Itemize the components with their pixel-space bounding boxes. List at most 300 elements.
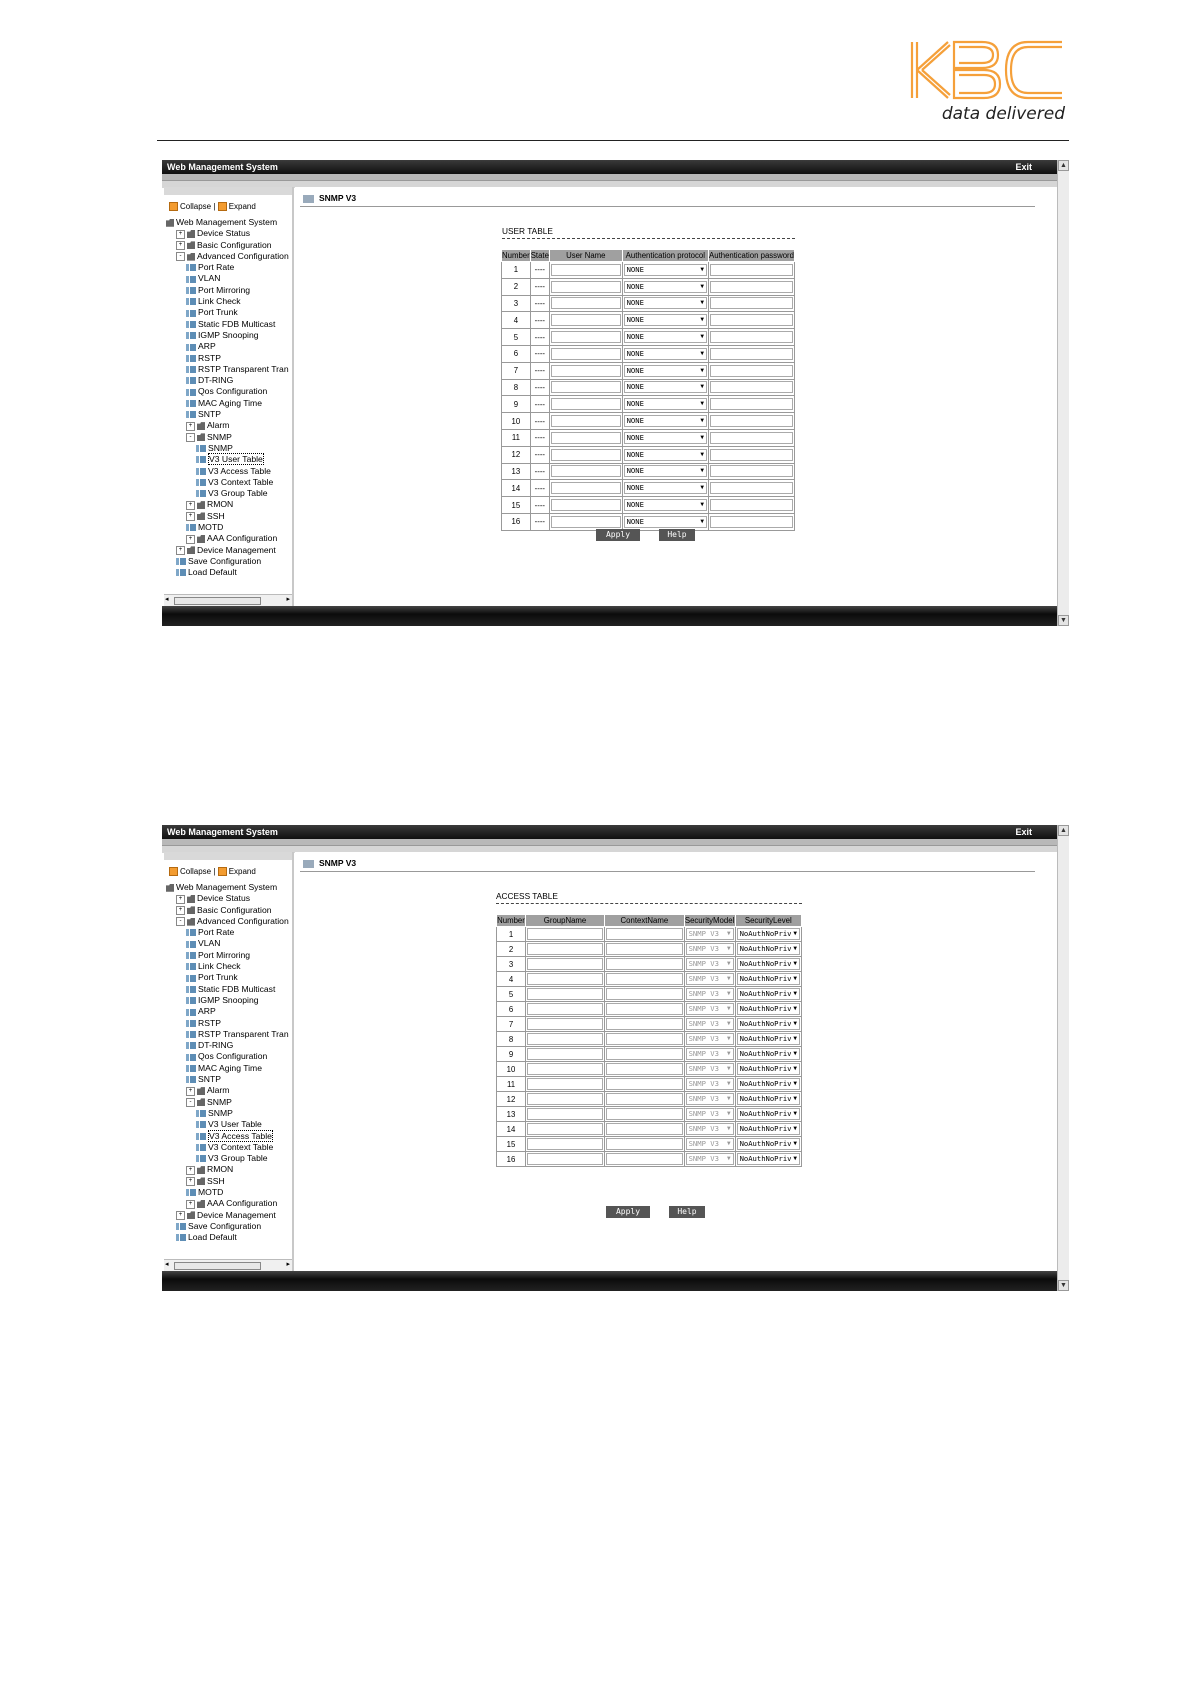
- apply-button[interactable]: Apply: [596, 529, 640, 541]
- row-number: 16: [497, 1152, 526, 1167]
- scroll-up-icon[interactable]: ▲: [1058, 825, 1069, 836]
- sidebar-hscrollbar[interactable]: [164, 1259, 292, 1271]
- tree-item[interactable]: [164, 353, 292, 364]
- context-name-input[interactable]: [606, 928, 683, 940]
- auth-password-input[interactable]: [710, 415, 793, 427]
- auth-protocol-cell: [622, 429, 708, 446]
- tree-item[interactable]: [164, 533, 292, 544]
- security-model-select[interactable]: [686, 1093, 734, 1105]
- user-name-input[interactable]: [551, 415, 621, 427]
- user-name-input[interactable]: [551, 516, 621, 528]
- group-name-input[interactable]: [527, 1033, 603, 1045]
- tree-item-label: Link Check: [198, 961, 241, 972]
- tree-item[interactable]: [164, 307, 292, 318]
- auth-password-input[interactable]: [710, 365, 793, 377]
- group-name-input[interactable]: [527, 943, 603, 955]
- security-model-select[interactable]: [686, 1003, 734, 1015]
- tree-item[interactable]: [164, 882, 292, 893]
- user-name-input[interactable]: [551, 449, 621, 461]
- expand-toggle-icon[interactable]: +: [176, 1211, 185, 1220]
- security-model-select[interactable]: [686, 1138, 734, 1150]
- user-name-input[interactable]: [551, 365, 621, 377]
- group-name-cell: [525, 1047, 604, 1062]
- security-model-value: SNMP V3: [688, 1094, 719, 1103]
- context-name-input[interactable]: [606, 943, 683, 955]
- auth-protocol-select[interactable]: [624, 314, 707, 326]
- security-model-select[interactable]: [686, 1018, 734, 1030]
- context-name-input[interactable]: [606, 973, 683, 985]
- tree-item[interactable]: [164, 1198, 292, 1209]
- folder-icon: [187, 253, 195, 261]
- tree-item-label: Port Mirroring: [198, 284, 251, 295]
- tree-item[interactable]: [164, 1142, 292, 1153]
- auth-protocol-select[interactable]: [624, 499, 707, 511]
- security-level-select[interactable]: [737, 958, 800, 970]
- folder-icon: [187, 1211, 195, 1219]
- expand-toggle-icon[interactable]: +: [186, 422, 195, 431]
- context-name-input[interactable]: [606, 1123, 683, 1135]
- collapse-toggle-icon[interactable]: -: [176, 917, 185, 926]
- tree-item[interactable]: [164, 488, 292, 499]
- tree-item[interactable]: [164, 228, 292, 239]
- auth-protocol-cell: [622, 497, 708, 514]
- tree-item[interactable]: [164, 938, 292, 949]
- tree-item[interactable]: [164, 1040, 292, 1051]
- tree-item[interactable]: [164, 522, 292, 533]
- exit-link[interactable]: Exit: [1015, 162, 1032, 172]
- expand-link[interactable]: Expand: [228, 867, 256, 876]
- security-model-select[interactable]: [686, 988, 734, 1000]
- tree-item[interactable]: [164, 341, 292, 352]
- auth-password-input[interactable]: [710, 264, 793, 276]
- page-icon: [186, 997, 196, 1004]
- page-icon: [186, 975, 196, 982]
- page-icon: [176, 558, 186, 565]
- tree-item[interactable]: [164, 273, 292, 284]
- scroll-down-icon[interactable]: ▼: [1058, 1280, 1069, 1291]
- auth-password-input[interactable]: [710, 516, 793, 528]
- tree-item[interactable]: [164, 1131, 292, 1142]
- expand-toggle-icon[interactable]: +: [186, 1087, 195, 1096]
- group-name-input[interactable]: [527, 1003, 603, 1015]
- expand-toggle-icon[interactable]: +: [176, 895, 185, 904]
- tree-item[interactable]: [164, 409, 292, 420]
- context-name-cell: [605, 927, 685, 942]
- tree-item[interactable]: [164, 1063, 292, 1074]
- tree-item[interactable]: [164, 319, 292, 330]
- scroll-down-icon[interactable]: ▼: [1058, 615, 1069, 626]
- expand-toggle-icon[interactable]: +: [186, 501, 195, 510]
- context-name-input[interactable]: [606, 1138, 683, 1150]
- row-number: 13: [497, 1107, 526, 1122]
- auth-protocol-select[interactable]: [624, 432, 707, 444]
- page-icon: [196, 1144, 206, 1151]
- group-name-input[interactable]: [527, 1093, 603, 1105]
- auth-protocol-select[interactable]: [624, 381, 707, 393]
- auth-protocol-select[interactable]: [624, 365, 707, 377]
- group-name-input[interactable]: [527, 1153, 603, 1165]
- security-level-cell: [735, 1017, 801, 1032]
- auth-password-input[interactable]: [710, 499, 793, 511]
- security-level-select[interactable]: [737, 1108, 800, 1120]
- security-level-select[interactable]: [737, 1153, 800, 1165]
- scroll-up-icon[interactable]: ▲: [1058, 160, 1069, 171]
- column-header: Number: [502, 251, 530, 260]
- auth-protocol-select[interactable]: [624, 516, 707, 528]
- tree-item[interactable]: [164, 454, 292, 465]
- tree-item[interactable]: [164, 262, 292, 273]
- security-level-select[interactable]: [737, 973, 800, 985]
- row-number: 7: [502, 362, 531, 379]
- security-model-value: SNMP V3: [688, 1139, 719, 1148]
- security-level-select[interactable]: [737, 1093, 800, 1105]
- tree-item[interactable]: [164, 1074, 292, 1085]
- folder-icon: [187, 546, 195, 554]
- row-number: 9: [497, 1047, 526, 1062]
- tree-item[interactable]: [164, 905, 292, 916]
- context-name-input[interactable]: [606, 988, 683, 1000]
- tree-item-label: SSH: [207, 510, 225, 521]
- nav-tree: [164, 882, 292, 1244]
- scroll-thumb[interactable]: [174, 1262, 261, 1270]
- expand-toggle-icon[interactable]: +: [176, 546, 185, 555]
- tree-item[interactable]: [164, 477, 292, 488]
- expand-toggle-icon[interactable]: +: [176, 241, 185, 250]
- tree-item[interactable]: [164, 1119, 292, 1130]
- tree-item-label: V3 Context Table: [208, 1141, 274, 1152]
- tree-item[interactable]: [164, 240, 292, 251]
- table-row: [497, 987, 802, 1002]
- user-name-input[interactable]: [551, 314, 621, 326]
- auth-password-input[interactable]: [710, 482, 793, 494]
- auth-protocol-select[interactable]: [624, 415, 707, 427]
- expand-toggle-icon[interactable]: +: [186, 1177, 195, 1186]
- tree-item[interactable]: [164, 545, 292, 556]
- user-name-input[interactable]: [551, 465, 621, 477]
- group-name-input[interactable]: [527, 988, 603, 1000]
- auth-password-input[interactable]: [710, 314, 793, 326]
- state-cell: ----: [530, 262, 549, 279]
- tree-item[interactable]: [164, 386, 292, 397]
- auth-password-input[interactable]: [710, 331, 793, 343]
- security-model-select[interactable]: [686, 1123, 734, 1135]
- tree-item[interactable]: [164, 217, 292, 228]
- table-row: [502, 497, 795, 514]
- auth-protocol-select[interactable]: [624, 449, 707, 461]
- tree-item[interactable]: [164, 1029, 292, 1040]
- tree-item[interactable]: [164, 1221, 292, 1232]
- tree-item[interactable]: [164, 984, 292, 995]
- user-name-input[interactable]: [551, 297, 621, 309]
- expand-toggle-icon[interactable]: +: [176, 906, 185, 915]
- context-name-input[interactable]: [606, 1048, 683, 1060]
- tree-item-label: Web Management System: [176, 217, 278, 227]
- scroll-left-icon[interactable]: ◂: [165, 596, 169, 603]
- tree-item-label: RSTP: [198, 1017, 221, 1028]
- collapse-link[interactable]: Collapse: [180, 867, 212, 876]
- chevron-down-icon: ▼: [726, 1050, 731, 1057]
- tree-item[interactable]: [164, 398, 292, 409]
- expand-toggle-icon[interactable]: +: [186, 512, 195, 521]
- table-row: [502, 429, 795, 446]
- security-model-value: SNMP V3: [688, 1049, 719, 1058]
- scroll-right-icon[interactable]: ▸: [286, 1261, 290, 1268]
- tree-item[interactable]: [164, 1051, 292, 1062]
- scroll-left-icon[interactable]: ◂: [165, 1261, 169, 1268]
- auth-protocol-select[interactable]: [624, 465, 707, 477]
- page-vscrollbar[interactable]: [1057, 160, 1069, 626]
- title-divider: [300, 206, 1035, 207]
- page-icon: [196, 479, 206, 486]
- security-model-select[interactable]: [686, 1033, 734, 1045]
- user-name-input[interactable]: [551, 499, 621, 511]
- chevron-down-icon: ▼: [700, 265, 705, 273]
- tree-item-label: IGMP Snooping: [198, 329, 259, 340]
- security-level-select[interactable]: [737, 1078, 800, 1090]
- tree-item-label: V3 Group Table: [208, 488, 268, 499]
- security-level-value: NoAuthNoPriv: [739, 1109, 792, 1118]
- row-number: 15: [502, 497, 531, 514]
- security-model-cell: [684, 972, 735, 987]
- security-level-select[interactable]: [737, 1138, 800, 1150]
- tree-item[interactable]: [164, 556, 292, 567]
- tree-item[interactable]: [164, 1097, 292, 1108]
- tree-item[interactable]: [164, 375, 292, 386]
- sidebar-top-strip: [164, 852, 292, 860]
- collapse-toggle-icon[interactable]: -: [176, 252, 185, 261]
- chevron-down-icon: ▼: [726, 990, 731, 997]
- group-name-input[interactable]: [527, 1018, 603, 1030]
- group-name-input[interactable]: [527, 928, 603, 940]
- tree-item-label: Device Status: [197, 893, 251, 904]
- expand-toggle-icon[interactable]: +: [186, 1200, 195, 1209]
- collapse-toggle-icon[interactable]: -: [186, 1098, 195, 1107]
- security-model-cell: [684, 987, 735, 1002]
- auth-protocol-value: NONE: [626, 432, 644, 442]
- security-model-select[interactable]: [686, 973, 734, 985]
- group-name-input[interactable]: [527, 958, 603, 970]
- user-name-input[interactable]: [551, 264, 621, 276]
- tree-item[interactable]: [164, 1164, 292, 1175]
- security-model-select[interactable]: [686, 1108, 734, 1120]
- scroll-thumb[interactable]: [174, 597, 261, 605]
- tree-item-label: Load Default: [188, 567, 237, 578]
- auth-protocol-select[interactable]: [624, 264, 707, 276]
- auth-password-input[interactable]: [710, 281, 793, 293]
- group-name-input[interactable]: [527, 1048, 603, 1060]
- exit-link[interactable]: Exit: [1015, 827, 1032, 837]
- user-name-input[interactable]: [551, 281, 621, 293]
- tree-item[interactable]: [164, 927, 292, 938]
- tree-item[interactable]: [164, 1153, 292, 1164]
- tree-item[interactable]: [164, 420, 292, 431]
- apply-button[interactable]: Apply: [606, 1206, 650, 1218]
- group-name-cell: [525, 1062, 604, 1077]
- security-model-select[interactable]: [686, 928, 734, 940]
- table-title: USER TABLE: [502, 226, 553, 236]
- help-button[interactable]: Help: [659, 529, 695, 541]
- tree-item[interactable]: [164, 1232, 292, 1243]
- tree-item[interactable]: [164, 972, 292, 983]
- user-name-input[interactable]: [551, 432, 621, 444]
- security-level-select[interactable]: [737, 1018, 800, 1030]
- auth-password-cell: [709, 446, 795, 463]
- context-name-input[interactable]: [606, 958, 683, 970]
- expand-link[interactable]: Expand: [228, 202, 256, 211]
- group-name-input[interactable]: [527, 973, 603, 985]
- separator: |: [213, 202, 216, 211]
- page-vscrollbar[interactable]: [1057, 825, 1069, 1291]
- context-name-input[interactable]: [606, 1153, 683, 1165]
- table-row: [502, 513, 795, 530]
- auth-password-input[interactable]: [710, 432, 793, 444]
- collapse-icon: [169, 867, 178, 876]
- security-model-value: SNMP V3: [688, 1034, 719, 1043]
- security-level-select[interactable]: [737, 1003, 800, 1015]
- auth-protocol-select[interactable]: [624, 348, 707, 360]
- tree-item[interactable]: [164, 1187, 292, 1198]
- tree-item[interactable]: [164, 995, 292, 1006]
- auth-password-input[interactable]: [710, 381, 793, 393]
- context-name-input[interactable]: [606, 1078, 683, 1090]
- context-name-cell: [605, 1062, 685, 1077]
- context-name-input[interactable]: [606, 1093, 683, 1105]
- security-level-select[interactable]: [737, 1033, 800, 1045]
- auth-protocol-value: NONE: [626, 500, 644, 510]
- tree-item[interactable]: [164, 499, 292, 510]
- auth-password-input[interactable]: [710, 398, 793, 410]
- tree-item[interactable]: [164, 567, 292, 578]
- tree-item-label: Save Configuration: [188, 1220, 262, 1231]
- auth-protocol-select[interactable]: [624, 331, 707, 343]
- page-icon: [186, 1031, 196, 1038]
- state-cell: ----: [530, 429, 549, 446]
- page-icon: [186, 952, 196, 959]
- tree-item[interactable]: [164, 1210, 292, 1221]
- auth-protocol-select[interactable]: [624, 297, 707, 309]
- tree-item[interactable]: [164, 285, 292, 296]
- tree-item[interactable]: [164, 961, 292, 972]
- sidebar-hscrollbar[interactable]: [164, 594, 292, 606]
- context-name-cell: [605, 1047, 685, 1062]
- user-name-input[interactable]: [551, 381, 621, 393]
- context-name-input[interactable]: [606, 1018, 683, 1030]
- page-title-text: SNMP V3: [319, 858, 357, 868]
- tree-item[interactable]: [164, 1176, 292, 1187]
- tree-item[interactable]: [164, 466, 292, 477]
- security-level-select[interactable]: [737, 1123, 800, 1135]
- tree-item-label: Device Management: [197, 544, 276, 555]
- user-name-input[interactable]: [551, 331, 621, 343]
- group-name-cell: [525, 1077, 604, 1092]
- user-name-input[interactable]: [551, 348, 621, 360]
- collapse-toggle-icon[interactable]: -: [186, 433, 195, 442]
- tree-item[interactable]: [164, 1108, 292, 1119]
- security-level-value: NoAuthNoPriv: [739, 959, 792, 968]
- auth-password-input[interactable]: [710, 465, 793, 477]
- auth-protocol-cell: [622, 262, 708, 279]
- tree-item[interactable]: [164, 251, 292, 262]
- separator: |: [213, 867, 216, 876]
- security-level-select[interactable]: [737, 943, 800, 955]
- security-level-select[interactable]: [737, 928, 800, 940]
- security-level-select[interactable]: [737, 1048, 800, 1060]
- security-model-select[interactable]: [686, 1048, 734, 1060]
- row-number: 14: [502, 480, 531, 497]
- chevron-down-icon: ▼: [726, 945, 731, 952]
- tree-item-label: Static FDB Multicast: [198, 318, 276, 329]
- auth-password-input[interactable]: [710, 348, 793, 360]
- chevron-down-icon: ▼: [726, 1110, 731, 1117]
- folder-icon: [187, 895, 195, 903]
- context-name-input[interactable]: [606, 1003, 683, 1015]
- tree-item-label: Static FDB Multicast: [198, 983, 276, 994]
- security-model-select[interactable]: [686, 1078, 734, 1090]
- expand-toggle-icon[interactable]: +: [186, 535, 195, 544]
- auth-protocol-cell: [622, 312, 708, 329]
- context-name-input[interactable]: [606, 1108, 683, 1120]
- tree-item[interactable]: [164, 432, 292, 443]
- group-name-cell: [525, 972, 604, 987]
- auth-protocol-select[interactable]: [624, 398, 707, 410]
- auth-password-input[interactable]: [710, 297, 793, 309]
- page-icon: [186, 389, 196, 396]
- tree-item[interactable]: [164, 1006, 292, 1017]
- expand-toggle-icon[interactable]: +: [186, 1166, 195, 1175]
- group-name-input[interactable]: [527, 1063, 603, 1075]
- group-name-cell: [525, 942, 604, 957]
- collapse-link[interactable]: Collapse: [180, 202, 212, 211]
- tree-item[interactable]: [164, 1085, 292, 1096]
- security-model-select[interactable]: [686, 1063, 734, 1075]
- user-name-input[interactable]: [551, 398, 621, 410]
- group-name-input[interactable]: [527, 1123, 603, 1135]
- group-name-input[interactable]: [527, 1108, 603, 1120]
- scroll-right-icon[interactable]: ▸: [286, 596, 290, 603]
- column-header: State: [530, 251, 549, 260]
- chevron-down-icon: ▼: [726, 960, 731, 967]
- auth-protocol-select[interactable]: [624, 482, 707, 494]
- row-number: 6: [502, 345, 531, 362]
- tree-item[interactable]: [164, 364, 292, 375]
- context-name-input[interactable]: [606, 1033, 683, 1045]
- group-name-input[interactable]: [527, 1078, 603, 1090]
- expand-toggle-icon[interactable]: +: [176, 230, 185, 239]
- tree-item[interactable]: [164, 916, 292, 927]
- context-name-input[interactable]: [606, 1063, 683, 1075]
- tagline: data delivered: [941, 104, 1065, 124]
- group-name-input[interactable]: [527, 1138, 603, 1150]
- tree-item[interactable]: [164, 950, 292, 961]
- help-button[interactable]: Help: [669, 1206, 705, 1218]
- tree-item[interactable]: [164, 296, 292, 307]
- security-model-select[interactable]: [686, 958, 734, 970]
- tree-item[interactable]: [164, 893, 292, 904]
- security-level-select[interactable]: [737, 1063, 800, 1075]
- user-name-input[interactable]: [551, 482, 621, 494]
- auth-protocol-cell: [622, 329, 708, 346]
- chevron-down-icon: ▼: [700, 333, 705, 341]
- tree-item[interactable]: [164, 330, 292, 341]
- security-level-select[interactable]: [737, 988, 800, 1000]
- tree-item[interactable]: [164, 511, 292, 522]
- security-model-select[interactable]: [686, 1153, 734, 1165]
- auth-protocol-select[interactable]: [624, 281, 707, 293]
- auth-password-input[interactable]: [710, 449, 793, 461]
- tree-item-label: Port Mirroring: [198, 949, 251, 960]
- tree-item[interactable]: [164, 1018, 292, 1029]
- security-model-select[interactable]: [686, 943, 734, 955]
